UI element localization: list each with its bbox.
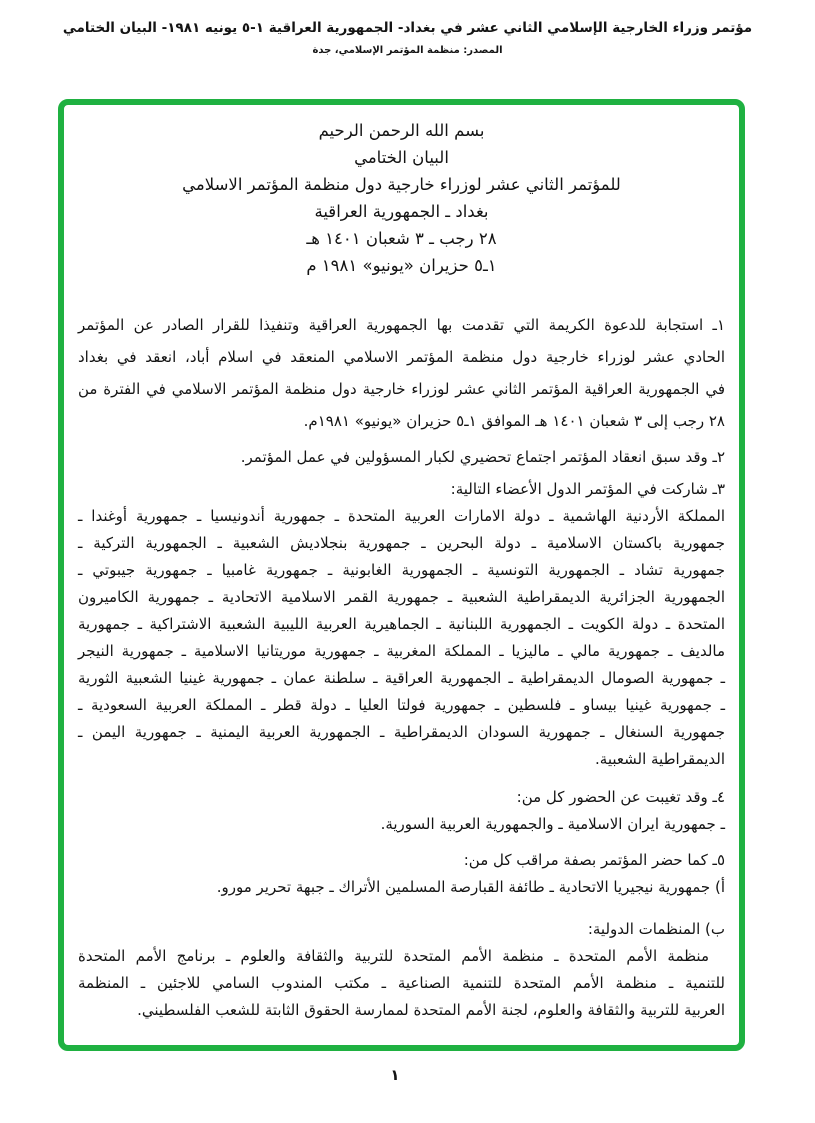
member-states-line: ـ جمهورية غينيا بيساو ـ فلسطين ـ جمهورية فولتا العليا ـ دولة قطر ـ المملكة العربية السعودية ـ [78, 696, 725, 714]
paragraph-4-heading: ٤ـ وقد تغيبت عن الحضور كل من: [516, 788, 725, 806]
page-number: ١ [390, 1066, 400, 1084]
paragraph-3-heading: ٣ـ شاركت في المؤتمر الدول الأعضاء التالية: [450, 480, 725, 498]
member-states-line: الديمقراطية الشعبية. [595, 750, 725, 768]
header-source: المصدر: منظمة المؤتمر الإسلامي، جدة [312, 45, 503, 56]
gregorian-date-line: ١ـ٥ حزيران «يونيو» ١٩٨١ م [306, 256, 497, 275]
member-states-line: الجمهورية الجزائرية الديمقراطية الشعبية ـ جمهورية القمر الاسلامية الاتحادية ـ جمهورية الكاميرون [78, 588, 725, 606]
organizations-line: العربية للتربية والثقافة والعلوم، لجنة الأمم المتحدة لممارسة الحقوق الثابتة للشعب الفلسطيني. [137, 1001, 725, 1019]
paragraph-2: ٢ـ وقد سبق انعقاد المؤتمر اجتماع تحضيري لكبار المسؤولين في عمل المؤتمر. [240, 448, 725, 466]
document-subtitle: للمؤتمر الثاني عشر لوزراء خارجية دول منظمة المؤتمر الاسلامي [182, 175, 621, 194]
paragraph-1-line: ٢٨ رجب إلى ٣ شعبان ١٤٠١ هـ الموافق ١ـ٥ حزيران «يونيو» ١٩٨١م. [303, 412, 725, 430]
member-states-line: جمهورية السنغال ـ جمهورية السودان الديمقراطية ـ الجمهورية العربية اليمنية ـ جمهورية اليمن ـ [78, 723, 725, 741]
paragraph-5-heading: ٥ـ كما حضر المؤتمر بصفة مراقب كل من: [463, 851, 725, 869]
hijri-date-line: ٢٨ رجب ـ ٣ شعبان ١٤٠١ هـ [306, 229, 497, 248]
paragraph-1-line: الحادي عشر لوزراء خارجية دول منظمة المؤتمر الاسلامي المنعقد في اسلام أباد، انعقد في بغداد [78, 348, 725, 366]
paragraph-1-line: ١ـ استجابة للدعوة الكريمة التي تقدمت بها الجمهورية العراقية وتنفيذا للقرار الصادر عن المؤتمر [78, 316, 725, 334]
document-title: البيان الختامي [354, 148, 449, 167]
organizations-line: للتنمية ـ منظمة الأمم المتحدة للتنمية الصناعية ـ مكتب المندوب السامي للاجئين ـ المنظمة [78, 974, 725, 992]
title-block [78, 117, 725, 279]
organizations-line: منظمة الأمم المتحدة ـ منظمة الأمم المتحدة للتربية والثقافة والعلوم ـ برنامج الأمم المتحدة [78, 947, 709, 965]
paragraph-5-item-a: أ) جمهورية نيجيريا الاتحادية ـ طائفة القبارصة المسلمين الأتراك ـ جبهة تحرير مورو. [216, 878, 725, 896]
location-line: بغداد ـ الجمهورية العراقية [314, 202, 489, 221]
member-states-list [78, 503, 725, 773]
header-title: مؤتمر وزراء الخارجية الإسلامي الثاني عشر في بغداد- الجمهورية العراقية ١-٥ يونيه ١٩٨١- البيان الختامي [62, 20, 753, 36]
paragraph-4-line: ـ جمهورية ايران الاسلامية ـ والجمهورية العربية السورية. [380, 815, 725, 833]
member-states-line: المملكة الأردنية الهاشمية ـ دولة الامارات العربية المتحدة ـ جمهورية أندونيسيا ـ جمهورية أوغندا ـ [78, 507, 725, 525]
member-states-line: جمهورية تشاد ـ الجمهورية التونسية ـ الجمهورية الغابونية ـ جمهورية غامبيا ـ جمهورية جيبوتي ـ [78, 561, 725, 579]
member-states-line: مالديف ـ جمهورية مالي ـ ماليزيا ـ المملكة المغربية ـ جمهورية موريتانيا الاسلامية ـ جمهورية النيجر [78, 642, 725, 660]
basmala-line: بسم الله الرحمن الرحيم [318, 121, 485, 140]
document-body [64, 105, 739, 1024]
paragraph-1 [78, 309, 725, 437]
highlight-box [58, 99, 745, 1051]
member-states-line: ـ جمهورية الصومال الديمقراطية ـ الجمهورية العراقية ـ سلطنة عمان ـ جمهورية غينيا الشعبية الثورية [78, 669, 725, 687]
international-organizations-list [78, 943, 725, 1024]
paragraph-1-line: في الجمهورية العراقية المؤتمر الثاني عشر لوزراء خارجية دول منظمة المؤتمر الاسلامي في الفترة من [78, 380, 725, 398]
document-header [0, 20, 815, 56]
section-b-heading: ب) المنظمات الدولية: [587, 920, 725, 938]
body-text [78, 309, 725, 1024]
member-states-line: المتحدة ـ دولة الكويت ـ الجمهورية اللبنانية ـ الجماهيرية العربية الليبية الشعبية الاشتراكية ـ جمهورية [78, 615, 725, 633]
member-states-line: جمهورية باكستان الاسلامية ـ دولة البحرين ـ جمهورية بنجلاديش الشعبية ـ الجمهورية التركية ـ [78, 534, 725, 552]
